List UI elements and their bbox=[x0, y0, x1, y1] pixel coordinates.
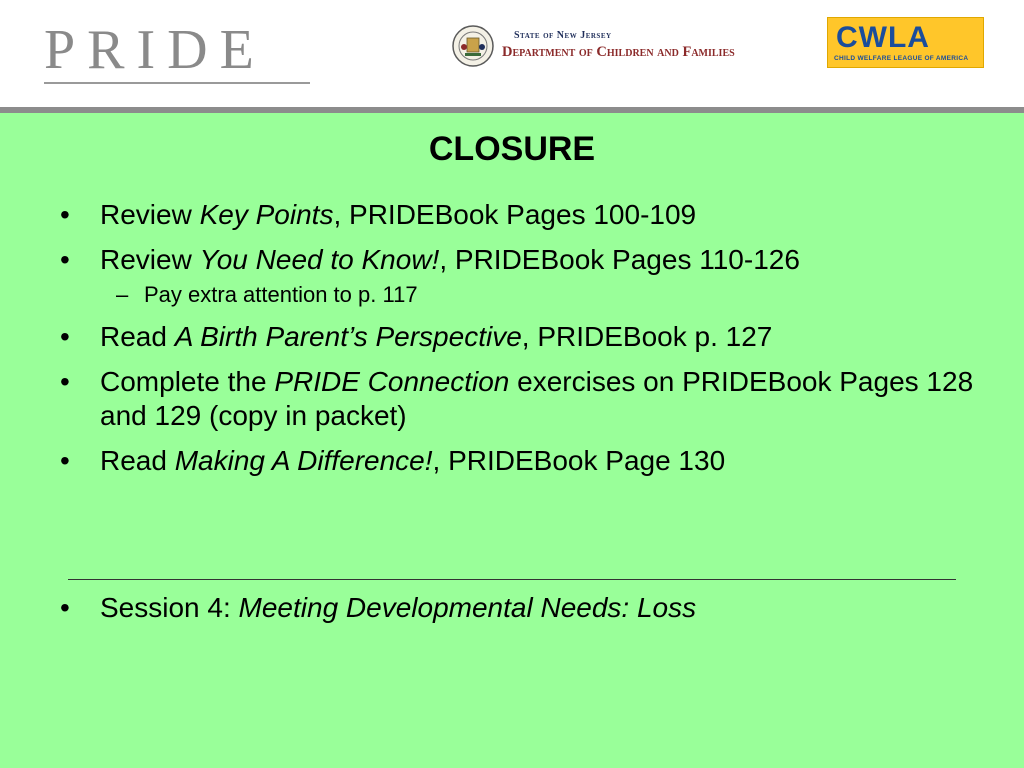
bullet-item bbox=[60, 365, 980, 433]
bullet-item bbox=[60, 444, 980, 478]
bullet-marker: • bbox=[60, 199, 70, 230]
bullet-text: , PRIDEBook Pages 110-126 bbox=[439, 244, 800, 275]
bullet-text: , PRIDEBook p. 127 bbox=[521, 321, 773, 352]
department-name: Department of Children and Families bbox=[502, 44, 735, 60]
bullet-item bbox=[60, 320, 980, 354]
cwla-logo-text: CWLA bbox=[836, 21, 930, 54]
bullet-item bbox=[60, 243, 980, 277]
bullet-text: Complete the bbox=[100, 366, 275, 397]
bullet-text: Review bbox=[100, 244, 200, 275]
bullet-text: exercises on PRIDEBook Pages 128 and 129 (copy in packet) bbox=[100, 366, 974, 431]
pride-logo-text: PRIDE bbox=[44, 19, 266, 81]
cwla-subtitle: CHILD WELFARE LEAGUE OF AMERICA bbox=[834, 55, 969, 62]
bullet-marker: • bbox=[60, 244, 70, 275]
dcf-logo bbox=[502, 30, 822, 70]
session-label: Session 4: bbox=[100, 592, 239, 623]
bullet-italic-text: A Birth Parent’s Perspective bbox=[174, 321, 522, 352]
bullet-text: Read bbox=[100, 445, 175, 476]
cwla-logo bbox=[827, 17, 984, 68]
new-jersey-seal-icon bbox=[452, 25, 494, 67]
slide-header bbox=[0, 0, 1024, 107]
state-label: State of New Jersey bbox=[514, 30, 612, 41]
bullet-marker: • bbox=[60, 445, 70, 476]
session-title: Meeting Developmental Needs: Loss bbox=[238, 592, 697, 623]
bullet-italic-text: Making A Difference! bbox=[174, 445, 433, 476]
bullet-item bbox=[60, 198, 980, 232]
sub-bullet-marker: – bbox=[116, 282, 129, 307]
slide-title: CLOSURE bbox=[428, 130, 596, 168]
bullet-text: , PRIDEBook Pages 100-109 bbox=[333, 199, 697, 230]
bullet-italic-text: Key Points bbox=[199, 199, 334, 230]
bullet-italic-text: PRIDE Connection bbox=[274, 366, 510, 397]
bullet-marker: • bbox=[60, 366, 70, 397]
bullet-italic-text: You Need to Know! bbox=[199, 244, 440, 275]
bullet-text: Review bbox=[100, 199, 200, 230]
slide-content bbox=[0, 113, 1024, 768]
bullet-text: Read bbox=[100, 321, 175, 352]
pride-logo-underline bbox=[44, 82, 310, 84]
bullet-list bbox=[60, 198, 980, 489]
bullet-marker: • bbox=[60, 321, 70, 352]
pride-logo bbox=[44, 19, 312, 86]
sub-bullet-text: Pay extra attention to p. 117 bbox=[144, 282, 418, 307]
bullet-text: , PRIDEBook Page 130 bbox=[432, 445, 726, 476]
session-bullet bbox=[60, 591, 980, 636]
bullet-item bbox=[60, 591, 980, 625]
bullet-marker: • bbox=[60, 592, 70, 623]
section-divider bbox=[68, 579, 956, 580]
sub-bullet-item bbox=[60, 282, 980, 308]
